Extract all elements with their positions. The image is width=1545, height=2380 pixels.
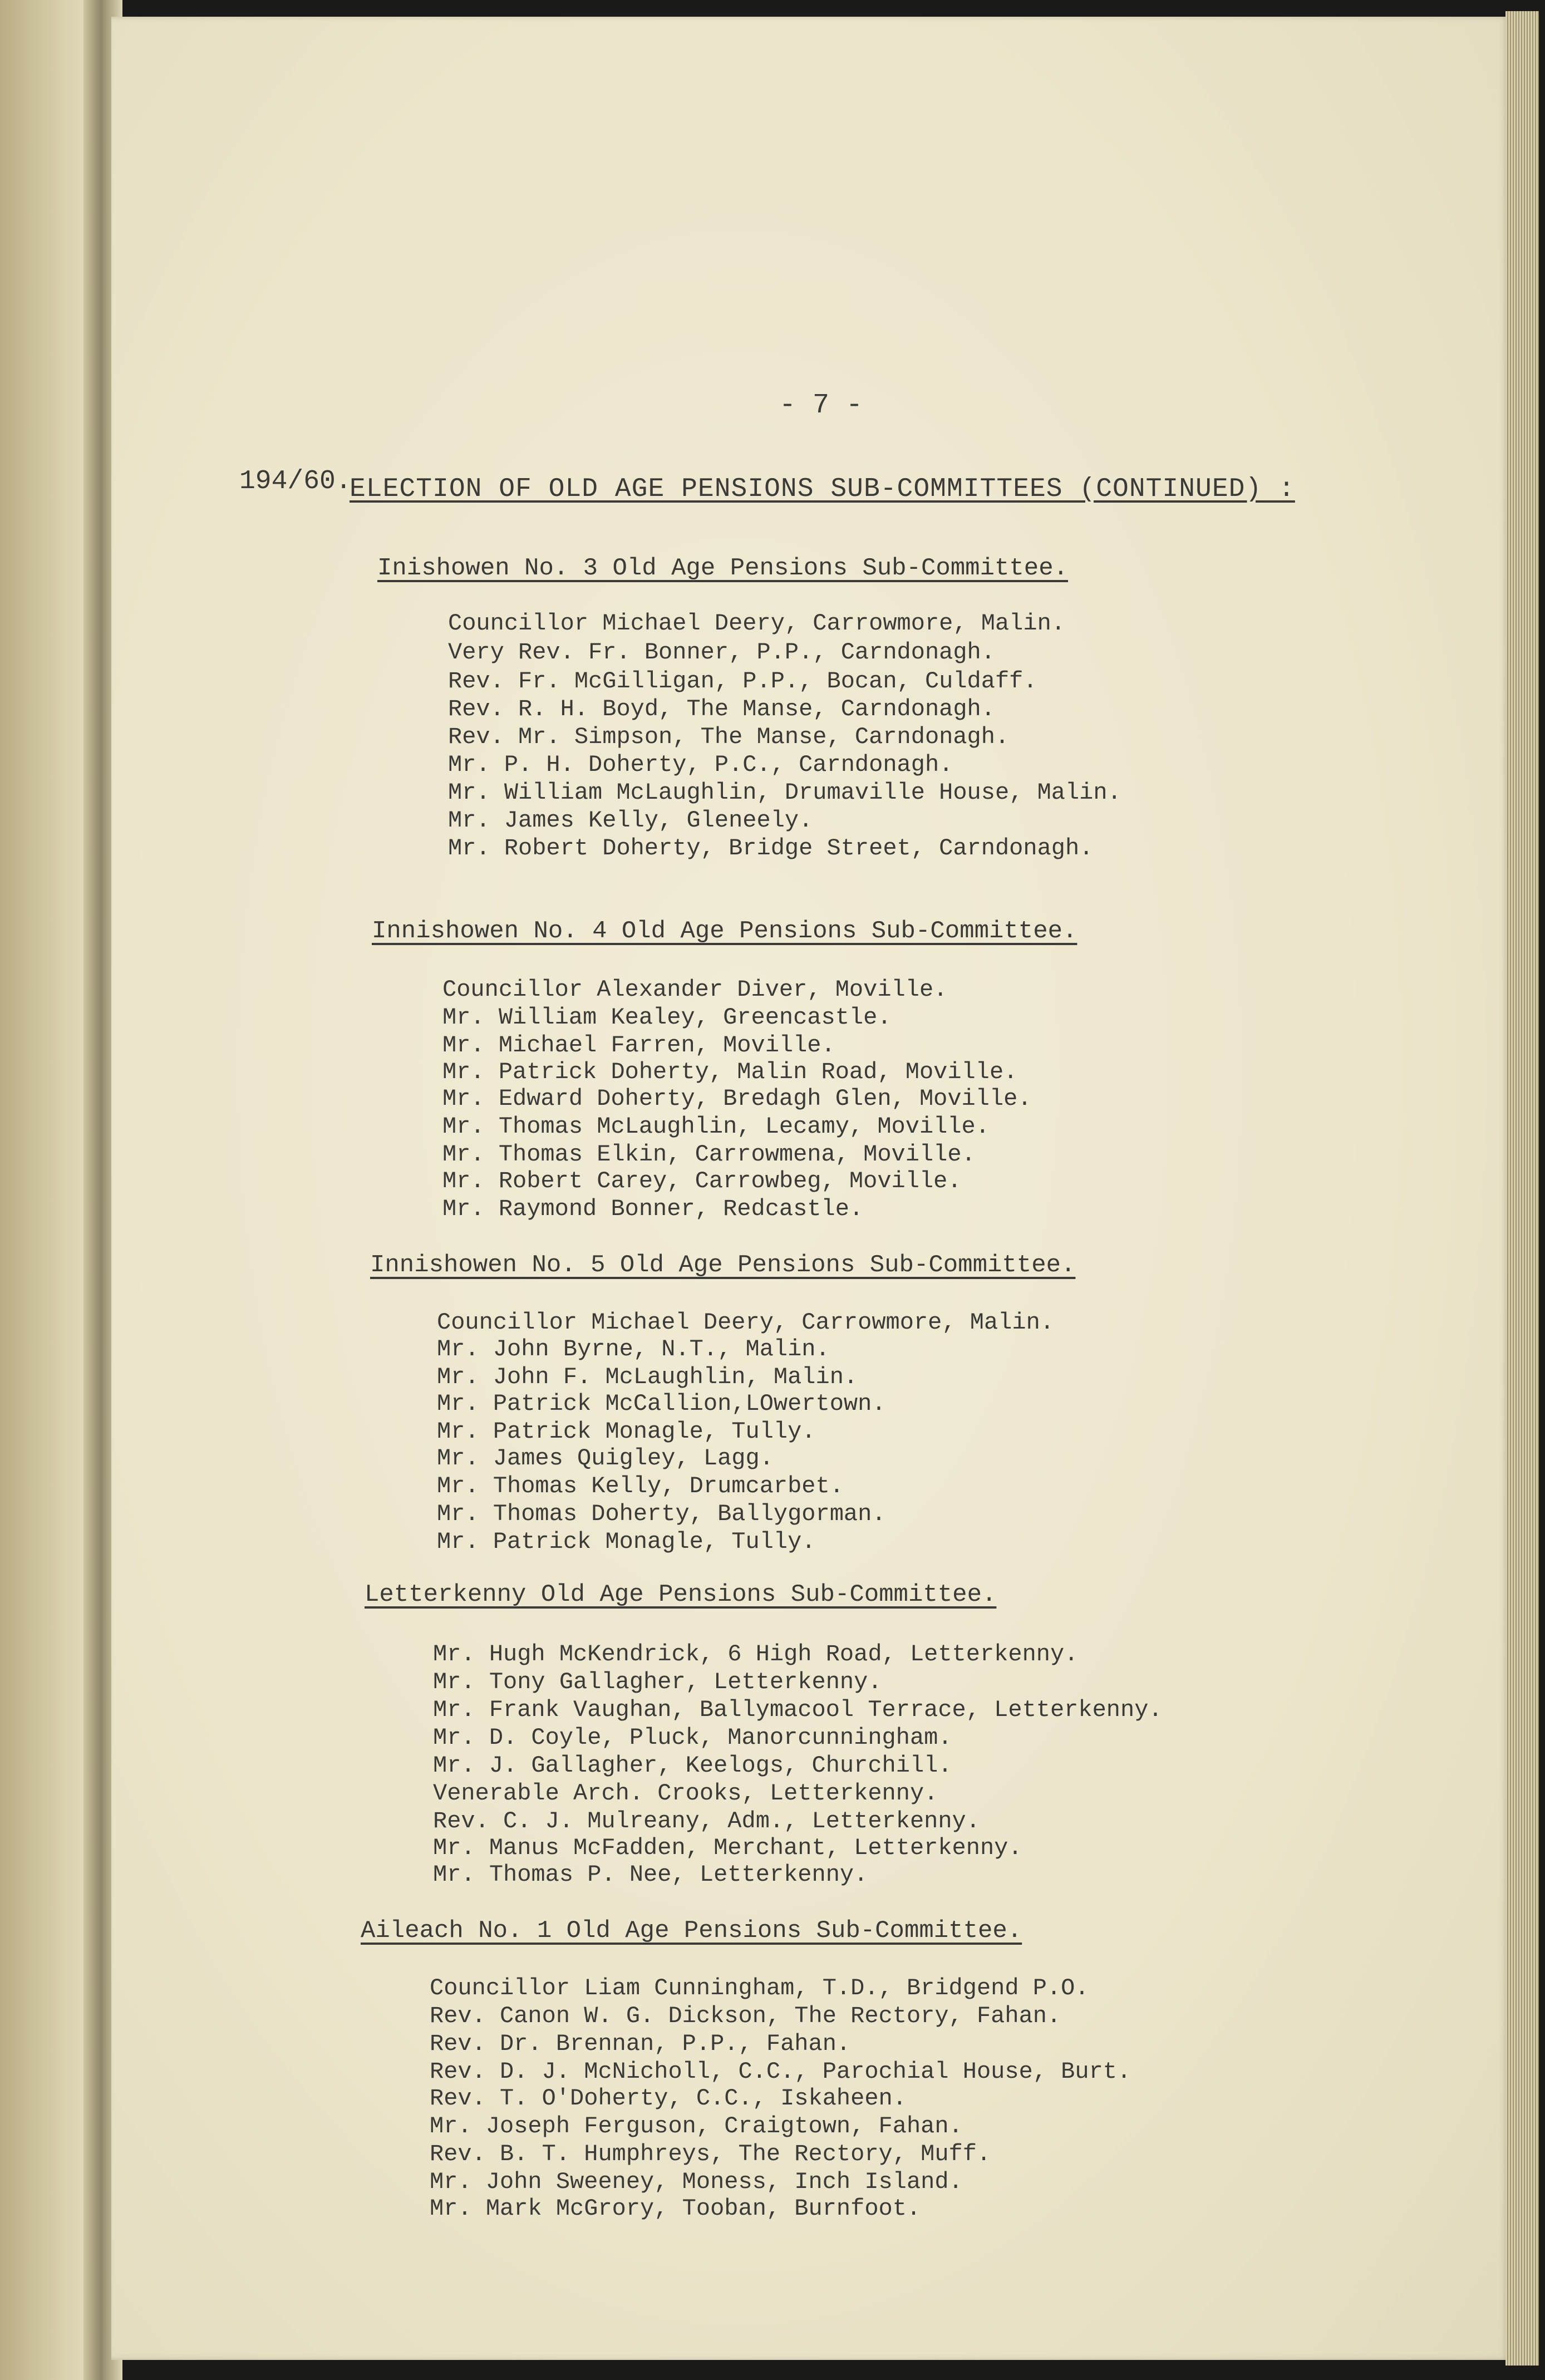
member-line: Mr. P. H. Doherty, P.C., Carndonagh. (448, 751, 953, 778)
section-title: Innishowen No. 5 Old Age Pensions Sub-Committee. (370, 1251, 1076, 1279)
member-line: Mr. Frank Vaughan, Ballymacool Terrace, Letterkenny. (433, 1697, 1163, 1723)
member-line: Rev. Dr. Brennan, P.P., Fahan. (430, 2030, 851, 2057)
member-line: Rev. B. T. Humphreys, The Rectory, Muff. (430, 2141, 991, 2167)
page-number: - 7 - (779, 390, 863, 421)
member-line: Mr. Thomas Kelly, Drumcarbet. (437, 1473, 844, 1499)
section-title: Letterkenny Old Age Pensions Sub-Committee. (365, 1581, 997, 1609)
section-title: Innishowen No. 4 Old Age Pensions Sub-Committee. (372, 917, 1077, 945)
page-edges (1505, 11, 1539, 2366)
member-line: Councillor Michael Deery, Carrowmore, Malin. (448, 610, 1065, 637)
member-line: Mr. Patrick Monagle, Tully. (437, 1528, 816, 1555)
member-line: Mr. Michael Farren, Moville. (442, 1032, 835, 1059)
member-line: Mr. Joseph Ferguson, Craigtown, Fahan. (430, 2113, 963, 2140)
member-line: Mr. William McLaughlin, Drumaville House, Malin. (448, 779, 1121, 806)
member-line: Mr. John Sweeney, Moness, Inch Island. (430, 2168, 963, 2195)
page-heading: ELECTION OF OLD AGE PENSIONS SUB-COMMITTEES (CONTINUED) : (350, 474, 1295, 504)
member-line: Mr. Mark McGrory, Tooban, Burnfoot. (430, 2195, 921, 2222)
member-line: Mr. Thomas Elkin, Carrowmena, Moville. (442, 1141, 976, 1168)
member-line: Mr. John F. McLaughlin, Malin. (437, 1364, 858, 1390)
member-line: Mr. Patrick Doherty, Malin Road, Moville. (442, 1059, 1018, 1085)
section-title: Inishowen No. 3 Old Age Pensions Sub-Committee. (377, 554, 1069, 582)
member-line: Mr. Hugh McKendrick, 6 High Road, Letterkenny. (433, 1641, 1079, 1668)
member-line: Mr. Raymond Bonner, Redcastle. (442, 1196, 864, 1222)
member-line: Rev. T. O'Doherty, C.C., Iskaheen. (430, 2085, 907, 2112)
member-line: Mr. J. Gallagher, Keelogs, Churchill. (433, 1752, 952, 1779)
member-line: Venerable Arch. Crooks, Letterkenny. (433, 1780, 938, 1807)
member-line: Councillor Michael Deery, Carrowmore, Malin. (437, 1309, 1054, 1336)
member-line: Mr. Patrick Monagle, Tully. (437, 1418, 816, 1445)
member-line: Councillor Liam Cunningham, T.D., Bridgend P.O. (430, 1975, 1089, 2002)
member-line: Mr. Patrick McCallion,LOwertown. (437, 1390, 886, 1417)
member-line: Mr. James Kelly, Gleneely. (448, 807, 813, 834)
member-line: Mr. Thomas P. Nee, Letterkenny. (433, 1861, 868, 1888)
member-line: Rev. R. H. Boyd, The Manse, Carndonagh. (448, 696, 995, 722)
member-line: Mr. James Quigley, Lagg. (437, 1445, 774, 1472)
member-line: Mr. Tony Gallagher, Letterkenny. (433, 1669, 882, 1695)
member-line: Mr. Edward Doherty, Bredagh Glen, Moville. (442, 1085, 1032, 1112)
member-line: Mr. Manus McFadden, Merchant, Letterkenny. (433, 1835, 1022, 1861)
member-line: Rev. D. J. McNicholl, C.C., Parochial House, Burt. (430, 2058, 1131, 2085)
member-line: Rev. Canon W. G. Dickson, The Rectory, Fahan. (430, 2003, 1061, 2029)
member-line: Rev. Mr. Simpson, The Manse, Carndonagh. (448, 724, 1010, 750)
member-line: Very Rev. Fr. Bonner, P.P., Carndonagh. (448, 639, 995, 666)
member-line: Rev. C. J. Mulreany, Adm., Letterkenny. (433, 1808, 980, 1835)
member-line: Mr. Robert Doherty, Bridge Street, Carndonagh. (448, 835, 1094, 862)
minute-number: 194/60. (239, 466, 352, 496)
member-line: Mr. Thomas McLaughlin, Lecamy, Moville. (442, 1113, 990, 1140)
section-title: Aileach No. 1 Old Age Pensions Sub-Committee. (361, 1917, 1022, 1945)
member-line: Councillor Alexander Diver, Moville. (442, 976, 948, 1003)
member-line: Mr. Robert Carey, Carrowbeg, Moville. (442, 1168, 962, 1194)
member-line: Mr. Thomas Doherty, Ballygorman. (437, 1501, 886, 1527)
member-line: Mr. William Kealey, Greencastle. (442, 1004, 892, 1031)
member-line: Mr. John Byrne, N.T., Malin. (437, 1336, 830, 1363)
member-line: Mr. D. Coyle, Pluck, Manorcunningham. (433, 1724, 952, 1751)
member-line: Rev. Fr. McGilligan, P.P., Bocan, Culdaff. (448, 668, 1037, 695)
